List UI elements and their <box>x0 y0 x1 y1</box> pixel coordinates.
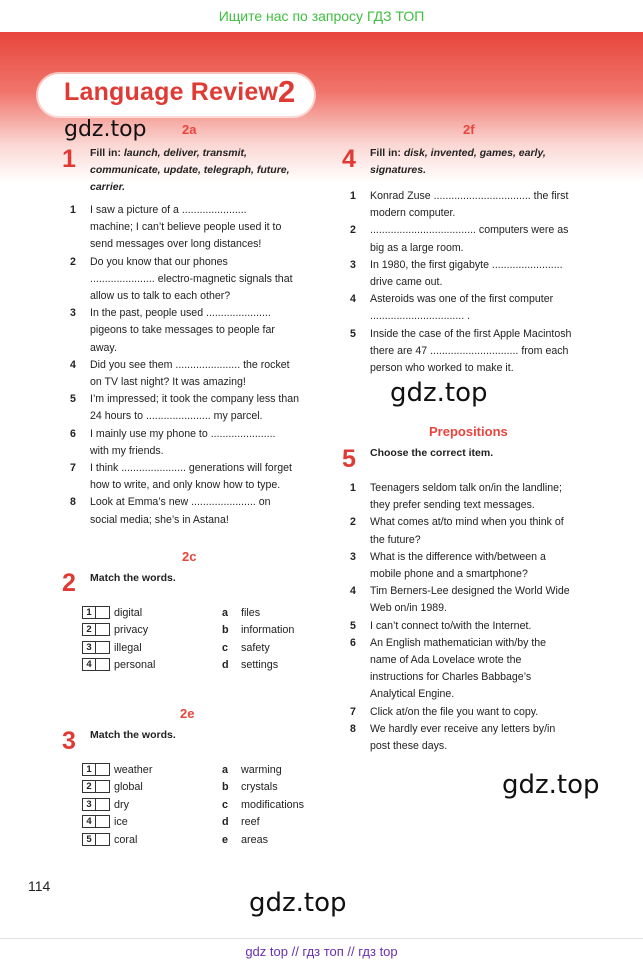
match-right-word: settings <box>241 659 279 672</box>
item-text: I’m impressed; it took the company less than <box>90 393 300 406</box>
exercise-item <box>350 326 600 378</box>
box-number: 4 <box>83 816 96 827</box>
exercise-item <box>70 391 320 425</box>
match-left-word: personal <box>114 659 156 672</box>
item-text: 24 hours to ...................... my parcel. <box>90 410 263 423</box>
match-letter: c <box>222 641 229 654</box>
item-text: Web on/in 1989. <box>370 602 447 615</box>
item-text: Tim Berners-Lee designed the World Wide <box>370 585 570 598</box>
exercise-item <box>350 549 600 583</box>
item-text: What comes at/to mind when you think of <box>370 516 564 529</box>
exercise-number: 3 <box>62 727 76 755</box>
bottom-banner[interactable]: gdz top // гдз топ // гдз top <box>245 944 398 959</box>
item-text: social media; she’s in Astana! <box>90 513 229 526</box>
item-text: modern computer. <box>370 207 456 220</box>
item-number: 1 <box>350 190 356 202</box>
box-number: 2 <box>83 781 96 792</box>
item-text: Inside the case of the first Apple Macintosh <box>370 327 572 340</box>
answer-box[interactable] <box>82 763 110 776</box>
item-text: post these days. <box>370 740 448 753</box>
match-right-word: reef <box>241 816 260 829</box>
section-label-2e: 2e <box>180 706 195 721</box>
exercise-item <box>350 635 600 704</box>
exercise-item <box>350 721 600 755</box>
match-letter: b <box>222 781 229 794</box>
box-number: 1 <box>83 764 96 775</box>
item-number: 5 <box>70 393 76 406</box>
item-text: with my friends. <box>90 444 164 457</box>
exercise-instruction: Fill in: launch, deliver, transmit, communicate, update, telegraph, future, carrier. <box>90 147 290 193</box>
match-right-word: modifications <box>241 798 305 811</box>
page-title: Language Review <box>64 78 279 106</box>
item-text: Click at/on the file you want to copy. <box>370 705 539 718</box>
box-number: 2 <box>83 624 96 635</box>
item-text: machine; I can’t believe people used it to <box>90 221 282 234</box>
watermark: gdz.top <box>390 378 488 408</box>
exercise-item <box>70 254 320 306</box>
exercise-item <box>350 704 600 721</box>
item-text: I can’t connect to/with the Internet. <box>370 619 532 632</box>
watermark: gdz.top <box>249 888 347 918</box>
item-text: instructions for Charles Babbage’s <box>370 671 532 684</box>
exercise-item <box>70 305 320 357</box>
item-text: An English mathematician with/by the <box>370 636 547 649</box>
exercise-number: 2 <box>62 569 76 597</box>
match-letter: a <box>222 607 229 619</box>
item-number: 5 <box>350 327 356 340</box>
item-number: 2 <box>350 516 356 529</box>
item-text: Konrad Zuse ................................. the first <box>370 190 569 202</box>
match-letter: b <box>222 624 229 637</box>
box-number: 3 <box>83 642 96 653</box>
item-text: What is the difference with/between a <box>370 550 546 563</box>
item-number: 4 <box>70 358 76 371</box>
watermark: gdz.top <box>64 117 147 142</box>
exercise-item <box>350 618 600 635</box>
match-left-word: digital <box>114 607 143 619</box>
item-number: 5 <box>350 619 356 632</box>
item-text: Did you see them ...................... the rocket <box>90 358 290 371</box>
item-number: 3 <box>350 258 356 271</box>
section-label-2c: 2c <box>182 549 197 564</box>
exercise-instruction: Choose the correct item. <box>370 447 494 459</box>
answer-box[interactable] <box>82 780 110 793</box>
item-text: I mainly use my phone to ...................... <box>90 427 276 440</box>
exercise-item <box>350 583 600 617</box>
exercise-number: 1 <box>62 145 76 173</box>
match-left-word: ice <box>114 816 128 829</box>
exercise-items <box>350 188 600 377</box>
answer-box[interactable] <box>82 833 110 846</box>
answer-box[interactable] <box>82 641 110 654</box>
item-text: they prefer sending text messages. <box>370 499 535 512</box>
item-text: I think ...................... generations will forget <box>90 462 292 475</box>
exercise-items <box>70 202 320 529</box>
item-text: I saw a picture of a ...................... <box>90 204 247 216</box>
item-text: send messages over long distances! <box>90 238 262 251</box>
match-right-word: files <box>241 607 261 619</box>
item-text: ................................ . <box>370 310 471 323</box>
item-number: 3 <box>350 550 356 563</box>
answer-box[interactable] <box>82 606 110 619</box>
answer-box[interactable] <box>82 798 110 811</box>
match-right-word: crystals <box>241 781 278 794</box>
exercise-item <box>350 514 600 548</box>
item-number: 6 <box>350 636 356 649</box>
match-left-word: weather <box>114 764 153 776</box>
exercise-items <box>350 480 600 755</box>
match-right-word: safety <box>241 641 270 654</box>
item-text: mobile phone and a smartphone? <box>370 568 528 581</box>
item-text: how to write, and only know how to type. <box>90 479 281 492</box>
page-number: 114 <box>28 878 51 894</box>
watermark: gdz.top <box>502 770 600 800</box>
item-number: 4 <box>350 293 356 306</box>
item-text: .................................... computers were as <box>370 224 569 237</box>
item-number: 8 <box>350 722 356 735</box>
item-text: the future? <box>370 533 421 546</box>
exercise-number: 4 <box>342 145 356 173</box>
exercise-instruction: Match the words. <box>90 729 176 741</box>
match-letter: c <box>222 798 229 811</box>
item-number: 1 <box>70 204 76 216</box>
item-text: person who worked to make it. <box>370 362 514 375</box>
item-number: 2 <box>70 255 76 268</box>
item-text: big as a large room. <box>370 241 464 254</box>
item-text: Analytical Engine. <box>370 688 455 701</box>
item-text: away. <box>90 341 117 354</box>
item-text: In 1980, the first gigabyte ........................ <box>370 258 563 271</box>
exercise-number: 5 <box>342 445 356 473</box>
answer-box[interactable] <box>82 658 110 671</box>
match-letter: d <box>222 816 229 829</box>
item-number: 2 <box>350 224 356 237</box>
item-number: 7 <box>350 705 356 718</box>
item-text: drive came out. <box>370 276 443 289</box>
match-left-word: dry <box>114 798 129 811</box>
match-right-word: warming <box>241 764 282 776</box>
exercise-item <box>350 480 600 514</box>
item-text: pigeons to take messages to people far <box>90 324 275 337</box>
exercise-instruction: Fill in: disk, invented, games, early, signatures. <box>370 147 546 176</box>
item-number: 4 <box>350 585 356 598</box>
match-right-word: areas <box>241 833 269 846</box>
match-left-word: global <box>114 781 143 794</box>
item-text: Do you know that our phones <box>90 255 228 268</box>
answer-box[interactable] <box>82 815 110 828</box>
match-right-word: information <box>241 624 295 637</box>
answer-box[interactable] <box>82 623 110 636</box>
exercise-item <box>70 426 320 460</box>
exercise-item <box>70 357 320 391</box>
match-letter: a <box>222 764 229 776</box>
unit-number: 2 <box>278 74 296 109</box>
match-letter: e <box>222 833 229 846</box>
top-banner[interactable]: Ищите нас по запросу ГДЗ ТОП <box>218 8 425 24</box>
item-number: 6 <box>70 427 76 440</box>
item-text: Asteroids was one of the first computer <box>370 293 554 306</box>
item-number: 3 <box>70 307 76 320</box>
box-number: 4 <box>83 659 96 670</box>
divider <box>0 938 643 939</box>
item-number: 7 <box>70 462 76 475</box>
exercise-item <box>350 188 600 222</box>
item-number: 1 <box>350 482 356 494</box>
item-number: 8 <box>70 496 76 509</box>
box-number: 3 <box>83 799 96 810</box>
exercise-item <box>70 494 320 528</box>
item-text: Teenagers seldom talk on/in the landline; <box>370 482 562 494</box>
exercise-item <box>350 257 600 291</box>
item-text: on TV last night? It was amazing! <box>90 376 246 389</box>
item-text: In the past, people used ...................... <box>90 307 271 320</box>
section-label-prepositions: Prepositions <box>429 424 508 439</box>
match-left-word: coral <box>114 833 138 846</box>
item-text: allow us to talk to each other? <box>90 290 231 303</box>
match-left-word: illegal <box>114 641 142 654</box>
box-number: 5 <box>83 834 96 845</box>
section-label-2a: 2a <box>182 122 197 137</box>
item-text: Look at Emma’s new ...................... on <box>90 496 271 509</box>
item-text: We hardly ever receive any letters by/in <box>370 722 556 735</box>
item-text: there are 47 .............................. from each <box>370 344 569 357</box>
exercise-item <box>70 202 320 254</box>
exercise-item <box>70 460 320 494</box>
box-number: 1 <box>83 607 96 618</box>
item-text: name of Ada Lovelace wrote the <box>370 654 522 667</box>
item-text: ...................... electro-magnetic signals that <box>90 272 293 285</box>
exercise-item <box>350 291 600 325</box>
match-letter: d <box>222 659 229 672</box>
exercise-item <box>350 222 600 256</box>
match-left-word: privacy <box>114 624 149 637</box>
section-label-2f: 2f <box>463 122 475 137</box>
exercise-instruction: Match the words. <box>90 572 176 584</box>
